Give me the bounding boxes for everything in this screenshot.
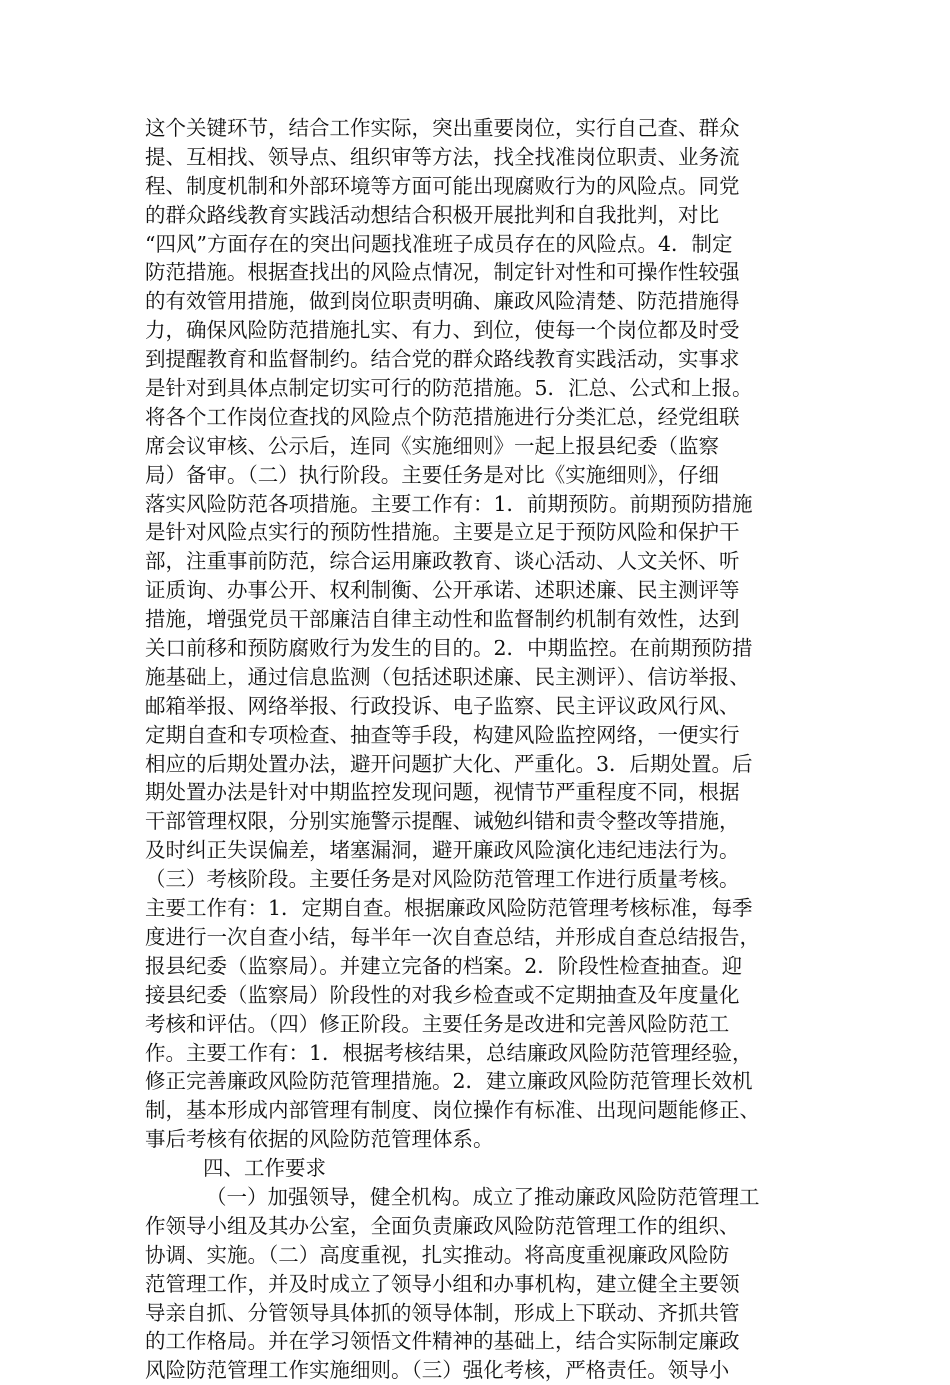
body-line: 度进行一次自查小结，每半年一次自查总结，并形成自查总结报告， [145, 924, 760, 949]
body-line: 席会议审核、公示后，连同《实施细则》一起上报县纪委（监察 [145, 433, 719, 458]
section-line: 范管理工作，并及时成立了领导小组和办事机构，建立健全主要领 [145, 1271, 740, 1296]
body-line: 期处置办法是针对中期监控发现问题，视情节严重程度不同，根据 [145, 780, 740, 805]
body-line: 力，确保风险防范措施扎实、有力、到位，使每一个岗位都及时受 [145, 318, 740, 343]
section-line: 导亲自抓、分管领导具体抓的领导体制，形成上下联动、齐抓共管 [145, 1300, 740, 1325]
body-line: 施基础上，通过信息监测（包括述职述廉、民主测评）、信访举报、 [145, 664, 750, 689]
body-line: 将各个工作岗位查找的风险点个防范措施进行分类汇总，经党组联 [145, 404, 740, 429]
body-line: 部，注重事前防范，综合运用廉政教育、谈心活动、人文关怀、听 [145, 549, 740, 574]
document-body [145, 114, 825, 1385]
section-heading: 四、工作要求 [203, 1156, 326, 1181]
body-line: 报县纪委（监察局）。并建立完备的档案。2．阶段性检查抽查。迎 [145, 953, 743, 978]
section-line: 的工作格局。并在学习领悟文件精神的基础上，结合实际制定廉政 [145, 1329, 740, 1354]
body-line: 这个关键环节，结合工作实际，突出重要岗位，实行自己查、群众 [145, 116, 740, 140]
section-line: （一）加强领导，健全机构。成立了推动廉政风险防范管理工 [206, 1184, 760, 1209]
section-line: 协调、实施。（二）高度重视，扎实推动。将高度重视廉政风险防 [145, 1242, 730, 1267]
body-line: 到提醒教育和监督制约。结合党的群众路线教育实践活动，实事求 [145, 347, 740, 372]
body-line: “四风”方面存在的突出问题找准班子成员存在的风险点。4．制定 [145, 231, 733, 256]
body-line: 是针对风险点实行的预防性措施。主要是立足于预防风险和保护干 [145, 520, 740, 545]
section-line: 作领导小组及其办公室，全面负责廉政风险防范管理工作的组织、 [145, 1213, 740, 1238]
body-line: 措施，增强党员干部廉洁自律主动性和监督制约机制有效性，达到 [145, 607, 740, 632]
body-line: 证质询、办事公开、权利制衡、公开承诺、述职述廉、民主测评等 [145, 578, 740, 603]
body-line: 关口前移和预防腐败行为发生的目的。2．中期监控。在前期预防措 [145, 636, 753, 661]
body-line: 防范措施。根据查找出的风险点情况，制定针对性和可操作性较强 [145, 260, 740, 285]
body-line: 程、制度机制和外部环境等方面可能出现腐败行为的风险点。同党 [145, 173, 740, 198]
body-line: 定期自查和专项检查、抽查等手段，构建风险监控网络，一便实行 [145, 722, 740, 747]
body-line: 考核和评估。（四）修正阶段。主要任务是改进和完善风险防范工 [145, 1011, 730, 1036]
body-line: 事后考核有依据的风险防范管理体系。 [145, 1127, 494, 1152]
body-line: 提、互相找、领导点、组织审等方法，找全找准岗位职责、业务流 [145, 144, 740, 169]
body-line: 相应的后期处置办法，避开问题扩大化、严重化。3．后期处置。后 [145, 751, 753, 776]
body-line: 修正完善廉政风险防范管理措施。2．建立廉政风险防范管理长效机 [145, 1069, 753, 1094]
section-line: 风险防范管理工作实施细则。（三）强化考核，严格责任。领导小 [145, 1358, 730, 1383]
body-line: （三）考核阶段。主要任务是对风险防范管理工作进行质量考核。 [145, 867, 740, 892]
body-line: 邮箱举报、网络举报、行政投诉、电子监察、民主评议政风行风、 [145, 693, 740, 718]
body-line: 干部管理权限，分别实施警示提醒、诫勉纠错和责令整改等措施， [145, 809, 740, 834]
body-line: 是针对到具体点制定切实可行的防范措施。5．汇总、公式和上报。 [145, 376, 753, 401]
body-line: 接县纪委（监察局）阶段性的对我乡检查或不定期抽查及年度量化 [145, 982, 740, 1007]
body-line: 及时纠正失误偏差，堵塞漏洞，避开廉政风险演化违纪违法行为。 [145, 838, 740, 863]
body-line: 作。主要工作有：1．根据考核结果，总结廉政风险防范管理经验， [145, 1040, 753, 1065]
body-line: 主要工作有：1．定期自查。根据廉政风险防范管理考核标准，每季 [145, 896, 753, 921]
body-line: 的有效管用措施，做到岗位职责明确、廉政风险清楚、防范措施得 [145, 289, 740, 314]
body-line: 制，基本形成内部管理有制度、岗位操作有标准、出现问题能修正、 [145, 1098, 760, 1123]
body-line: 落实风险防范各项措施。主要工作有：1．前期预防。前期预防措施 [145, 491, 753, 516]
body-line: 的群众路线教育实践活动想结合积极开展批判和自我批判，对比 [145, 202, 719, 227]
body-line: 局）备审。（二）执行阶段。主要任务是对比《实施细则》，仔细 [145, 462, 719, 487]
